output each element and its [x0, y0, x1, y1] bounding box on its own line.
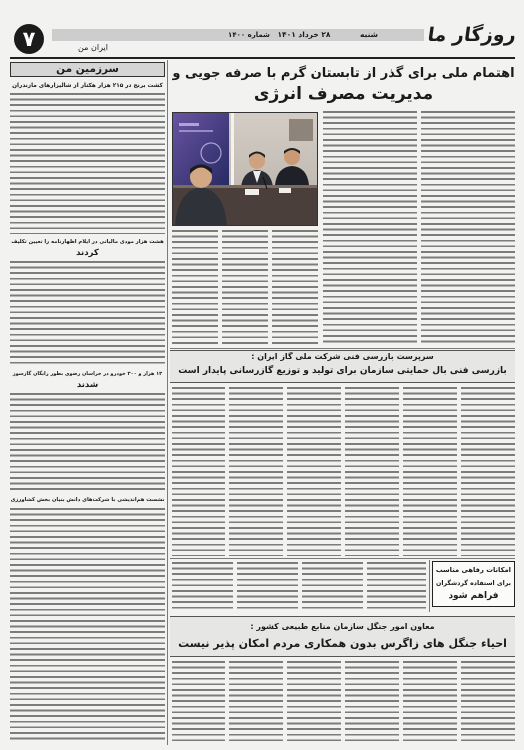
tourism-news-box: [432, 561, 515, 607]
section-title: سرزمین من: [10, 62, 165, 77]
forest-article-headline: احیاء جنگل های زاگرس بدون همکاری مردم امکان پذیر نیست: [178, 637, 507, 650]
forest-article-kicker: معاون امور جنگل سازمان منابع طبیعی کشور :: [250, 622, 435, 631]
body-text-column: [237, 562, 298, 611]
body-text-column: [403, 661, 457, 743]
column-divider: [167, 60, 168, 745]
newspaper-logo: روزگار ما: [426, 24, 518, 46]
section-divider: [170, 348, 515, 349]
body-text-column: [302, 562, 363, 611]
body-text-column: [323, 111, 417, 345]
lead-headline-line1: اهتمام ملی برای گذر از تابستان گرم با صرفه جویی و: [172, 66, 515, 81]
tourism-box-line: فراهم شود: [448, 591, 499, 601]
section-divider: [170, 558, 515, 559]
masthead-rule: [10, 57, 515, 59]
body-text-column: [172, 387, 225, 556]
left-headline-cng-line1: ۱۳ هزار و ۳۰۰ خودرو در خراسان رضوی بطور رایگان گازسوز: [12, 371, 163, 377]
body-text-column: [287, 661, 341, 743]
body-text-column: [345, 387, 399, 556]
tourism-box-line: برای استفاده گردشگران: [436, 580, 511, 587]
left-headline-agri: نشست هم‌اندیشی با شرکت‌های دانش بنیان بخش کشاورزی: [10, 497, 165, 503]
body-text-column: [345, 661, 399, 743]
issue-number: شماره ۱۴۰۰: [228, 31, 270, 39]
issue-date: ۲۸ خرداد ۱۴۰۱: [277, 30, 331, 39]
page-number-badge: ۷: [14, 24, 44, 54]
body-text-column: [222, 230, 268, 345]
gas-article-headline: بازرسی فنی بال حمایتی سازمان برای تولید و توزیع گازرسانی پایدار است: [178, 366, 507, 376]
left-headline-cng-line2: شدند: [76, 380, 99, 390]
lead-headline-line2: مدیریت مصرف انرژی: [253, 84, 434, 104]
left-headline-tax-line2: کردند: [76, 248, 99, 258]
body-text-column: [229, 387, 283, 556]
body-text-column: [367, 562, 426, 611]
tourism-box-line: امکانات رفاهی مناسب: [436, 566, 511, 574]
body-text-column: [10, 261, 165, 366]
body-text-column: [10, 393, 165, 491]
left-headline-tax-line1: هشت هزار مودی مالیاتی در ایلام اظهارنامه را تعیین تکلیف: [11, 239, 164, 245]
left-headline-rice: کشت برنج در ۲۱۵ هزار هکتار از شالیزارهای مازندران: [12, 83, 163, 89]
meeting-photo: [172, 112, 318, 226]
column-divider: [429, 560, 430, 612]
gas-article-kicker: سرپرست بازرسی فنی شرکت ملی گاز ایران :: [251, 352, 434, 361]
body-text-column: [10, 93, 165, 234]
body-text-column: [10, 508, 165, 743]
page-section-label: ایران من: [78, 43, 108, 52]
body-text-column: [172, 661, 225, 743]
body-text-column: [421, 111, 515, 345]
body-text-column: [403, 387, 457, 556]
body-text-column: [272, 230, 318, 345]
body-text-column: [287, 387, 341, 556]
body-text-column: [461, 387, 515, 556]
body-text-column: [172, 562, 233, 611]
body-text-column: [229, 661, 283, 743]
meeting-photo-image: [172, 113, 317, 226]
body-text-column: [172, 230, 218, 345]
issue-day: شنبه: [359, 30, 379, 39]
body-text-column: [461, 661, 515, 743]
